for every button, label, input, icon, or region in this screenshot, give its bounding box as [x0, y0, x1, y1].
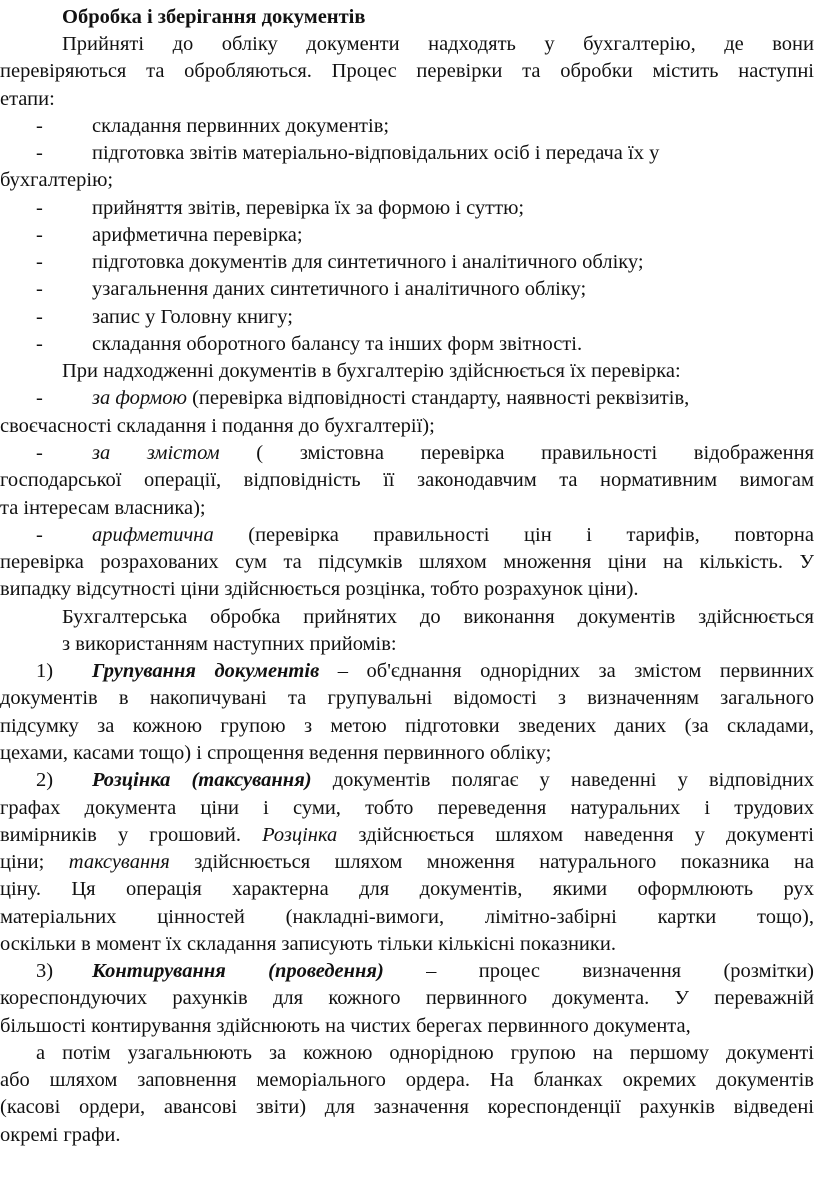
list-item-text: складання первинних документів;	[92, 115, 390, 137]
p1-term: Групування документів	[92, 660, 320, 682]
p2-c-term: Розцінка	[262, 824, 338, 846]
list-item-text: підготовка звітів матеріально-відповідальних осіб і передача їх у	[92, 142, 660, 164]
list-item	[0, 331, 814, 358]
text-span: ціни;	[0, 851, 69, 873]
paragraph-line: господарської операції, відповідність її законодавчим та нормативним вимогам	[0, 469, 814, 491]
paragraph-line	[0, 849, 814, 876]
paragraph-line: оскільки в момент їх складання записують тільки кількісні показники.	[0, 933, 616, 955]
paragraph-line: перевіряються та обробляються. Процес перевірки та обробки містить наступні	[0, 60, 814, 82]
list-item-text: арифметична перевірка;	[92, 224, 303, 246]
check-arith-term: арифметична	[92, 524, 214, 546]
numbered-item	[0, 767, 814, 794]
item-text: – об'єднання однорідних за змістом первинних	[319, 660, 814, 682]
paragraph-line: або шляхом заповнення меморіального ордера. На бланках окремих документів	[0, 1069, 814, 1091]
paragraph-line: документів в накопичувані та групувальні відомості з визначенням загального	[0, 687, 814, 709]
item-number: 1)	[36, 660, 54, 682]
paragraph-line: перевірка розрахованих сум та підсумків шляхом множення ціни на кількість. У	[0, 551, 814, 573]
paragraph-line: графах документа ціни і суми, тобто переведення натуральних і трудових	[0, 797, 814, 819]
paragraph-line: а потім узагальнюють за кожною однорідною групою на першому документі	[36, 1042, 814, 1064]
paragraph-line: з використанням наступних прийомів:	[62, 633, 397, 655]
paragraph-line: випадку відсутності ціни здійснюється розцінка, тобто розрахунок ціни).	[0, 578, 639, 600]
p2-d-term: таксування	[68, 851, 170, 873]
item-number: 2)	[36, 769, 54, 791]
list-item-text: підготовка документів для синтетичного і аналітичного обліку;	[92, 251, 644, 273]
list-item	[0, 140, 814, 167]
item-text: документів полягає у наведенні у відповідних	[311, 769, 814, 791]
list-item-text: (перевірка відповідності стандарту, наявності реквізитів,	[186, 387, 690, 409]
dash-bullet: -	[36, 115, 43, 137]
numbered-item	[0, 958, 814, 985]
list-item	[0, 222, 814, 249]
check-form-term: за формою	[92, 387, 187, 409]
check-content-term: за змістом	[92, 442, 220, 464]
dash-bullet: -	[36, 142, 43, 164]
dash-bullet: -	[36, 251, 43, 273]
dash-bullet: -	[36, 387, 43, 409]
dash-bullet: -	[36, 197, 43, 219]
text-span: здійснюється шляхом наведення у документі	[337, 824, 814, 846]
paragraph-line: При надходженні документів в бухгалтерію здійснюється їх перевірка:	[62, 360, 681, 382]
paragraph-line: та інтересам власника);	[0, 497, 206, 519]
paragraph-line	[0, 822, 814, 849]
paragraph-line: матеріальних цінностей (накладні-вимоги, лімітно-забірні картки тощо),	[0, 906, 814, 928]
list-item	[0, 440, 814, 467]
list-item-text: (перевірка правильності цін і тарифів, повторна	[213, 524, 814, 546]
paragraph-line: окремі графи.	[0, 1124, 121, 1146]
paragraph-line: (касові ордери, авансові звіти) для зазначення кореспонденції рахунків відведені	[0, 1096, 814, 1118]
list-item	[0, 304, 814, 331]
list-item	[0, 249, 814, 276]
list-item	[0, 522, 814, 549]
paragraph-line: Прийняті до обліку документи надходять у бухгалтерію, де вони	[62, 33, 814, 55]
document-title: Обробка і зберігання документів	[62, 6, 366, 28]
list-item-text: узагальнення даних синтетичного і аналітичного обліку;	[92, 278, 587, 300]
paragraph-line: підсумку за кожною групою з метою підготовки зведених даних (за складами,	[0, 715, 814, 737]
paragraph-line: своєчасності складання і подання до бухгалтерії);	[0, 415, 435, 437]
numbered-item	[0, 658, 814, 685]
dash-bullet: -	[36, 442, 43, 464]
list-item-text: ( змістовна перевірка правильності відображення	[219, 442, 814, 464]
item-text: – процес визначення (розмітки)	[383, 960, 814, 982]
p3-term: Контирування (проведення)	[92, 960, 384, 982]
dash-bullet: -	[36, 278, 43, 300]
paragraph-line: кореспондуючих рахунків для кожного первинного документа. У переважній	[0, 987, 814, 1009]
list-item-text: прийняття звітів, перевірка їх за формою і суттю;	[92, 197, 525, 219]
list-item	[0, 113, 814, 140]
list-item	[0, 385, 814, 412]
list-item-text: запис у Головну книгу;	[92, 306, 293, 328]
dash-bullet: -	[36, 224, 43, 246]
text-span: вимірників у грошовий.	[0, 824, 263, 846]
paragraph-line: ціну. Ця операція характерна для документів, якими оформлюють рух	[0, 878, 814, 900]
list-item-text: складання оборотного балансу та інших форм звітності.	[92, 333, 583, 355]
dash-bullet: -	[36, 306, 43, 328]
paragraph-line: більшості контирування здійснюють на чистих берегах первинного документа,	[0, 1015, 691, 1037]
paragraph-line: цехами, касами тощо) і спрощення ведення первинного обліку;	[0, 742, 552, 764]
list-item-continuation: бухгалтерію;	[0, 169, 114, 191]
dash-bullet: -	[36, 333, 43, 355]
list-item	[0, 195, 814, 222]
paragraph-line: Бухгалтерська обробка прийнятих до виконання документів здійснюється	[62, 606, 814, 628]
dash-bullet: -	[36, 524, 43, 546]
text-span: здійснюється шляхом множення натурального показника на	[169, 851, 814, 873]
list-item	[0, 276, 814, 303]
item-number: 3)	[36, 960, 54, 982]
paragraph-line: етапи:	[0, 88, 55, 110]
p2-term: Розцінка (таксування)	[92, 769, 312, 791]
